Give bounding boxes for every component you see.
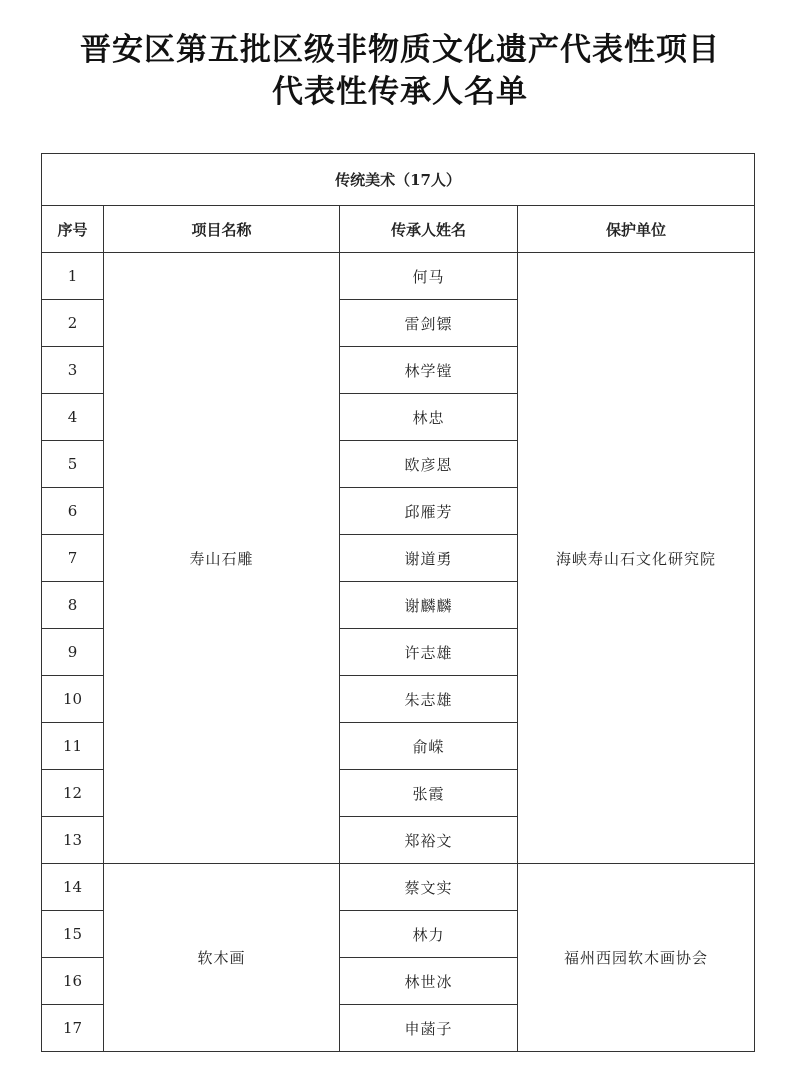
inheritor-name: 蔡文实 [340, 864, 518, 911]
document-title-line2: 代表性传承人名单 [272, 74, 528, 110]
inheritor-name: 林力 [340, 911, 518, 958]
row-number: 6 [42, 488, 104, 535]
table-row [42, 253, 755, 300]
document-title-line1: 晋安区第五批区级非物质文化遗产代表性项目 [80, 32, 720, 68]
row-number: 1 [42, 253, 104, 300]
inheritor-table [41, 153, 755, 1052]
inheritor-name: 林世冰 [340, 958, 518, 1005]
section-title: 传统美术（17人） [42, 154, 755, 206]
inheritor-name: 欧彦恩 [340, 441, 518, 488]
row-number: 5 [42, 441, 104, 488]
header-row [42, 206, 755, 253]
row-number: 3 [42, 347, 104, 394]
row-number: 13 [42, 817, 104, 864]
row-number: 16 [42, 958, 104, 1005]
inheritor-name: 朱志雄 [340, 676, 518, 723]
header-protection-unit: 保护单位 [518, 206, 755, 253]
header-inheritor-name: 传承人姓名 [340, 206, 518, 253]
row-number: 10 [42, 676, 104, 723]
inheritor-name: 谢麟麟 [340, 582, 518, 629]
inheritor-name: 谢道勇 [340, 535, 518, 582]
row-number: 12 [42, 770, 104, 817]
row-number: 9 [42, 629, 104, 676]
protection-unit-cell: 海峡寿山石文化研究院 [518, 253, 755, 864]
inheritor-name: 何马 [340, 253, 518, 300]
row-number: 17 [42, 1005, 104, 1052]
inheritor-name: 林忠 [340, 394, 518, 441]
row-number: 2 [42, 300, 104, 347]
project-name-cell: 软木画 [104, 864, 340, 1052]
section-row [42, 154, 755, 206]
inheritor-name: 雷剑镖 [340, 300, 518, 347]
header-number: 序号 [42, 206, 104, 253]
row-number: 14 [42, 864, 104, 911]
header-project-name: 项目名称 [104, 206, 340, 253]
row-number: 8 [42, 582, 104, 629]
row-number: 15 [42, 911, 104, 958]
inheritor-name: 林学镗 [340, 347, 518, 394]
inheritor-name: 张霞 [340, 770, 518, 817]
protection-unit-cell: 福州西园软木画协会 [518, 864, 755, 1052]
row-number: 4 [42, 394, 104, 441]
row-number: 11 [42, 723, 104, 770]
inheritor-name: 邱雁芳 [340, 488, 518, 535]
inheritor-name: 郑裕文 [340, 817, 518, 864]
inheritor-name: 俞嵘 [340, 723, 518, 770]
row-number: 7 [42, 535, 104, 582]
project-name-cell: 寿山石雕 [104, 253, 340, 864]
inheritor-name: 许志雄 [340, 629, 518, 676]
table-row [42, 864, 755, 911]
inheritor-name: 申菡子 [340, 1005, 518, 1052]
